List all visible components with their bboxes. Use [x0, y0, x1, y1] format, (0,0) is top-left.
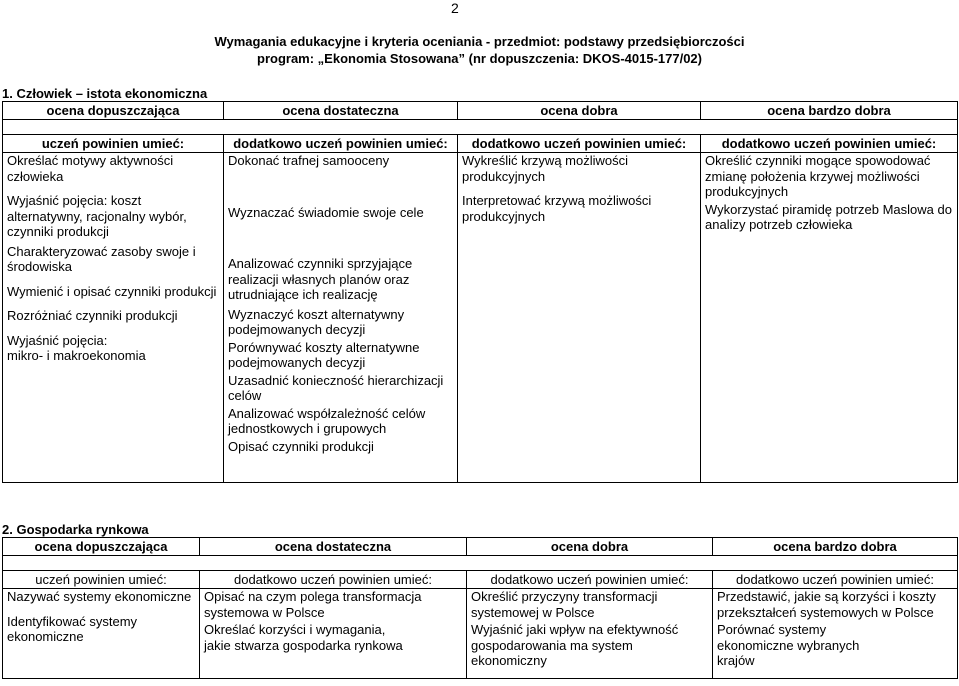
- requirement-item: Wyjaśnić jaki wpływ na efektywność gospodarowania ma system ekonomiczny: [471, 622, 679, 668]
- requirement-item: Analizować czynniki sprzyjające realizacji własnych planów oraz utrudniające ich realizację: [228, 256, 413, 302]
- requirement-item: Rozróżniać czynniki produkcji: [7, 308, 178, 323]
- grade-header: ocena dobra: [458, 102, 701, 120]
- requirement-item: Wyznaczać świadomie swoje cele: [228, 204, 424, 220]
- requirement-item: Wykorzystać piramidę potrzeb Maslowa do analizy potrzeb człowieka: [705, 201, 952, 232]
- requirement-item: Porównywać koszty alternatywne podejmowanych decyzji: [228, 339, 420, 370]
- requirement-item: Określić czynniki mogące spowodować zmianę położenia krzywej możliwości produkcyjnych: [705, 153, 931, 199]
- requirements-column: [713, 589, 958, 679]
- column-subheader: uczeń powinien umieć:: [3, 571, 200, 589]
- requirement-item: Dokonać trafnej samooceny: [228, 153, 390, 168]
- requirement-item: Uzasadnić konieczność hierarchizacji celów: [228, 372, 444, 403]
- requirement-item: Przedstawić, jakie są korzyści i koszty przekształceń systemowych w Polsce: [717, 589, 936, 620]
- requirement-item: Interpretować krzywą możliwości produkcyjnych: [462, 193, 652, 224]
- requirement-item: Porównać systemy ekonomiczne wybranych krajów: [717, 622, 860, 668]
- column-subheader: uczeń powinien umieć:: [3, 135, 224, 153]
- requirement-item: Określać motywy aktywności człowieka: [7, 153, 174, 184]
- requirement-item: Identyfikować systemy ekonomiczne: [7, 613, 138, 644]
- spacer-row: [3, 120, 958, 135]
- requirements-column: [458, 153, 701, 483]
- column-subheader: dodatkowo uczeń powinien umieć:: [701, 135, 958, 153]
- requirement-item: Opisać na czym polega transformacja systemowa w Polsce: [204, 589, 422, 620]
- section-title: 1. Człowiek – istota ekonomiczna: [2, 86, 208, 101]
- column-subheader: dodatkowo uczeń powinien umieć:: [458, 135, 701, 153]
- requirement-item: Wykreślić krzywą możliwości produkcyjnych: [462, 153, 629, 184]
- column-subheader: dodatkowo uczeń powinien umieć:: [200, 571, 467, 589]
- requirement-item: Wyjaśnić pojęcia: mikro- i makroekonomia: [7, 332, 146, 363]
- requirements-column: [3, 589, 200, 679]
- page-number: 2: [451, 0, 459, 16]
- requirements-column: [200, 589, 467, 679]
- grade-header: ocena bardzo dobra: [701, 102, 958, 120]
- requirement-item: Opisać czynniki produkcji: [228, 438, 374, 454]
- requirement-item: Określić przyczyny transformacji systemowej w Polsce: [471, 589, 658, 620]
- grade-header: ocena dostateczna: [224, 102, 458, 120]
- requirement-item: Analizować współzależność celów jednostkowych i grupowych: [228, 405, 426, 436]
- column-subheader: dodatkowo uczeń powinien umieć:: [224, 135, 458, 153]
- grade-header: ocena bardzo dobra: [713, 538, 958, 556]
- requirement-item: Określać korzyści i wymagania, jakie stwarza gospodarka rynkowa: [204, 622, 403, 653]
- requirements-column: [467, 589, 713, 679]
- requirements-column: [224, 153, 458, 483]
- requirement-item: Wymienić i opisać czynniki produkcji: [7, 283, 217, 299]
- document-title-line1: Wymagania edukacyjne i kryteria oceniania - przedmiot: podstawy przedsiębiorczości: [214, 34, 745, 49]
- requirement-item: Wyznaczyć koszt alternatywny podejmowanych decyzji: [228, 306, 405, 337]
- requirements-column: [3, 153, 224, 483]
- requirements-table-2: [2, 537, 958, 679]
- document-title-line2: program: „Ekonomia Stosowana” (nr dopuszczenia: DKOS-4015-177/02): [257, 51, 702, 66]
- requirement-item: Charakteryzować zasoby swoje i środowiska: [7, 243, 196, 274]
- requirements-table-1: [2, 101, 958, 483]
- column-subheader: dodatkowo uczeń powinien umieć:: [713, 571, 958, 589]
- column-subheader: dodatkowo uczeń powinien umieć:: [467, 571, 713, 589]
- requirement-item: Nazywać systemy ekonomiczne: [7, 589, 192, 604]
- grade-header: ocena dopuszczająca: [3, 102, 224, 120]
- requirement-item: Wyjaśnić pojęcia: koszt alternatywny, racjonalny wybór, czynniki produkcji: [7, 193, 187, 239]
- spacer-row: [3, 556, 958, 571]
- requirements-column: [701, 153, 958, 483]
- grade-header: ocena dostateczna: [200, 538, 467, 556]
- section-title: 2. Gospodarka rynkowa: [2, 522, 149, 537]
- grade-header: ocena dobra: [467, 538, 713, 556]
- grade-header: ocena dopuszczająca: [3, 538, 200, 556]
